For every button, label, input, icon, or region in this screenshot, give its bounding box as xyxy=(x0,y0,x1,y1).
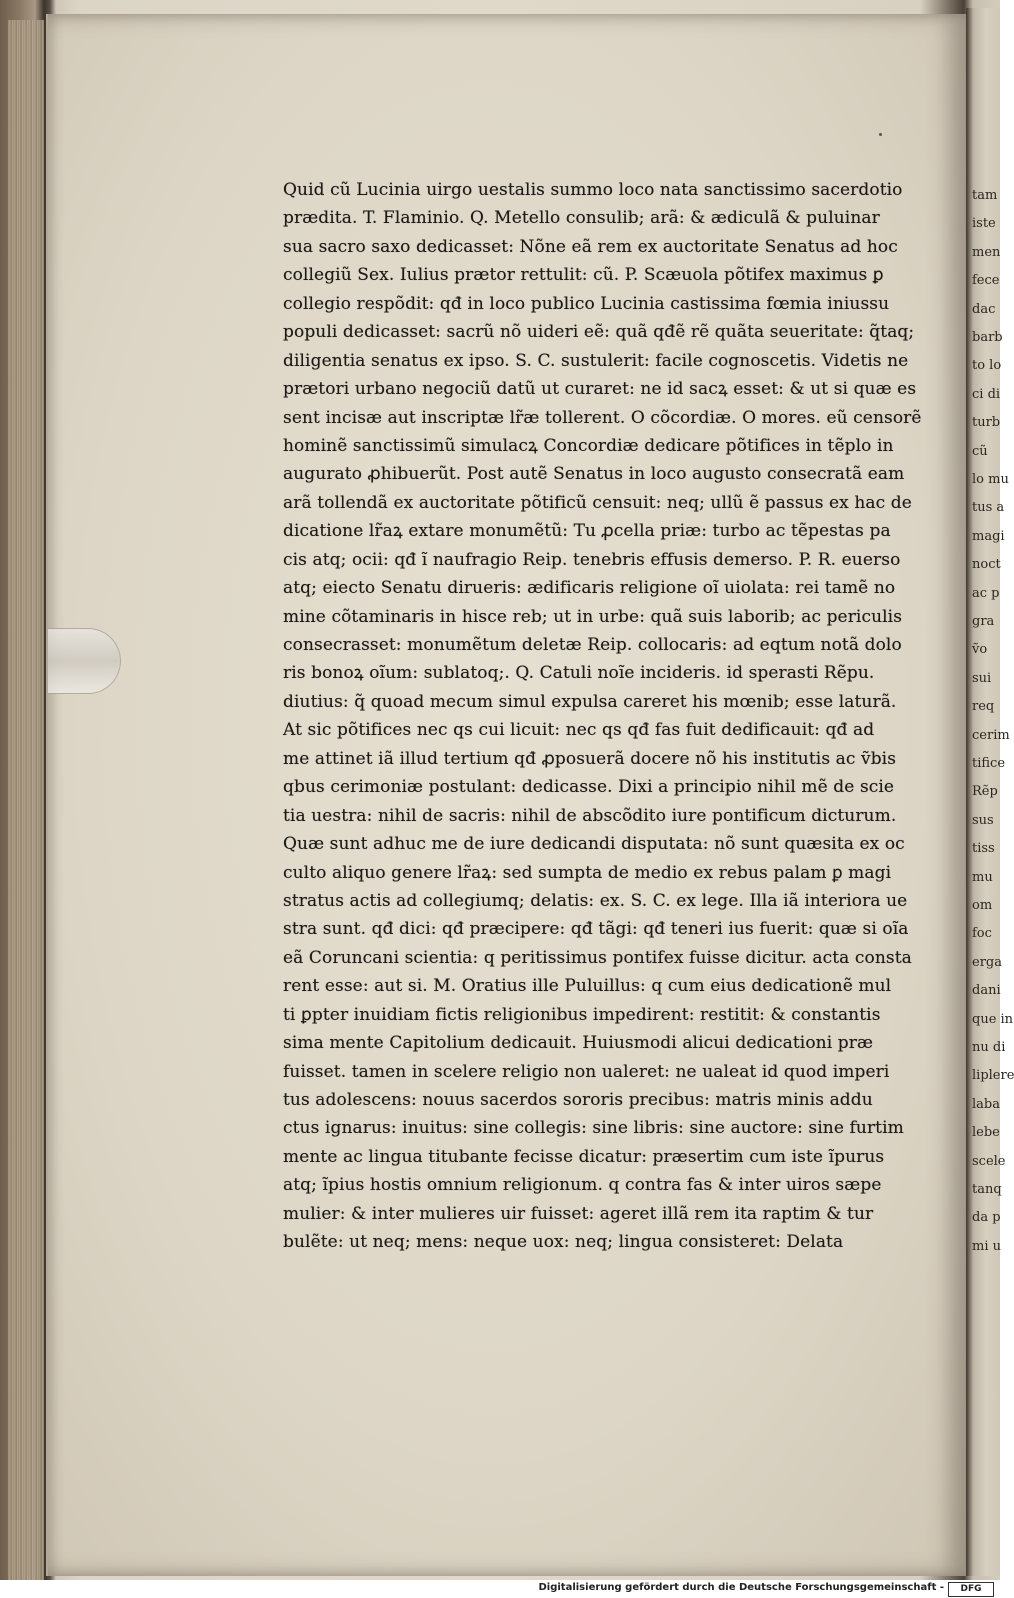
text-line: sima mente Capitolium dedicauit. Huiusmodi alicui dedicationi præ xyxy=(283,1033,874,1054)
text-line: tia uestra: nihil de sacris: nihil de abscõdito iure pontificum dicturum. xyxy=(283,805,897,826)
text-line: diutius: q̃ quoad mecum simul expulsa careret his mœnib; esse laturã. xyxy=(283,691,897,712)
facing-page-fragment: barb xyxy=(972,330,1003,345)
facing-page-fragment: to lo xyxy=(972,358,1002,374)
facing-page-fragment: tiss xyxy=(972,841,995,857)
text-line: mente ac lingua titubante fecisse dicatur: præsertim cum iste ĩpurus xyxy=(283,1146,885,1167)
text-line: Quæ sunt adhuc me de iure dedicandi disputata: nõ sunt quæsita ex oc xyxy=(283,834,905,855)
text-line: prædita. T. Flaminio. Q. Metello consulib; arã: & ædiculã & puluinar xyxy=(283,208,880,229)
text-line: ctus ignarus: inuitus: sine collegis: sine libris: sine auctore: sine furtim xyxy=(283,1118,904,1139)
facing-page-fragment: req xyxy=(972,699,995,715)
facing-page-fragment: cũ xyxy=(972,443,988,459)
facing-page-edge xyxy=(966,8,1014,1576)
text-line: collegiũ Sex. Iulius prætor rettulit: cũ. P. Scæuola põtifex maximus ꝑ xyxy=(283,265,884,286)
text-line: fuisset. tamen in scelere religio non ualeret: ne ualeat id quod imperi xyxy=(283,1061,890,1082)
facing-page-fragment: iste xyxy=(972,216,996,232)
text-line: populi dedicasset: sacrũ nõ uideri eẽ: quã qđẽ rẽ quãta seueritate: q̃taq; xyxy=(283,322,915,343)
text-line: mulier: & inter mulieres uir fuisset: ageret illã rem ita raptim & tur xyxy=(283,1203,874,1224)
facing-page-fragment: mu xyxy=(972,869,993,885)
facing-page-fragment: men xyxy=(972,244,1001,260)
text-line: stratus actis ad collegiumq; delatis: ex. S. C. ex lege. Illa iã interiora ue xyxy=(283,890,908,911)
text-line: consecrasset: monumẽtum deletæ Reip. collocaris: ad eqtum notã dolo xyxy=(283,635,902,655)
facing-page-fragment: sus xyxy=(972,812,994,828)
footer-bar xyxy=(0,1580,1000,1598)
text-line: sua sacro saxo dedicasset: Nõne eã rem ex auctoritate Senatus ad hoc xyxy=(283,236,898,257)
facing-page-fragment: tanq xyxy=(972,1182,1002,1197)
facing-page-fragment: dani xyxy=(972,983,1001,999)
text-line: At sic põtifices nec qs cui licuit: nec qs qđ fas fuit dedificauit: qđ ad xyxy=(283,720,875,741)
facing-page-fragment: turb xyxy=(972,415,1001,431)
facing-page-fragment: erga xyxy=(972,954,1002,970)
text-line: stra sunt. qđ dici: qđ præcipere: qđ tãgi: qđ teneri ius fuerit: quæ si oĩa xyxy=(283,919,909,940)
facing-page-fragment: ci di xyxy=(972,386,1001,402)
text-line: atq; eiecto Senatu dirueris: ædificaris religione oĩ uiolata: rei tamẽ no xyxy=(283,578,896,599)
text-line: prætori urbano negociũ datũ ut curaret: ne id sacꝝ esset: & ut si quæ es xyxy=(283,379,917,400)
text-line: rent esse: aut si. M. Oratius ille Puluillus: q cum eius dedicationẽ mul xyxy=(283,976,892,997)
text-line: tus adolescens: nouus sacerdos sororis precibus: matris minis addu xyxy=(283,1090,873,1110)
facing-page-fragment: que in xyxy=(972,1011,1014,1027)
text-line: mine cõtaminaris in hisce reb; ut in urbe: quã suis laborib; ac periculis xyxy=(283,606,903,627)
text-line: arã tollendã ex auctoritate põtificũ censuit: neq; ullũ ẽ passus ex hac de xyxy=(283,492,912,513)
text-line: qbus cerimoniæ postulant: dedicasse. Dixi a principio nihil mẽ de scie xyxy=(283,777,895,798)
text-line: cis atq; ocii: qđ ĩ naufragio Reip. tenebris effusis demerso. P. R. euerso xyxy=(283,549,901,570)
facing-page-fragment: mi u xyxy=(972,1238,1001,1254)
facing-page-fragment: lo mu xyxy=(972,472,1009,487)
text-line: dicatione lr̃aꝝ extare monumẽtũ: Tu ꝓcella priæ: turbo ac tẽpestas pa xyxy=(283,521,891,542)
text-line: diligentia senatus ex ipso. S. C. sustulerit: facile cognoscetis. Videtis ne xyxy=(283,350,909,371)
text-line: ti ꝑpter inuidiam fictis religionibus impedirent: restitit: & constantis xyxy=(283,1004,881,1025)
text-line: ris bonoꝝ oĩum: sublatoq;. Q. Catuli noĩe incideris. id sperasti Rẽpu. xyxy=(283,663,875,684)
facing-page-fragment: nu di xyxy=(972,1040,1006,1055)
dfg-logo: DFG xyxy=(948,1582,994,1597)
page-clip xyxy=(48,628,121,694)
facing-page-fragment: ac p xyxy=(972,585,1000,601)
facing-page-fragment: gra xyxy=(972,614,995,629)
facing-page-fragment: sui xyxy=(972,670,992,686)
text-block xyxy=(283,176,923,1257)
facing-page-fragment: dac xyxy=(972,301,996,317)
facing-page-fragment: laba xyxy=(972,1096,1000,1112)
text-line: eã Coruncani scientia: q peritissimus pontifex fuisse dicitur. acta consta xyxy=(283,947,912,968)
facing-page-fragment: scele xyxy=(972,1153,1006,1169)
footer-credit: Digitalisierung gefördert durch die Deutsche Forschungsgemeinschaft - xyxy=(538,1582,944,1593)
facing-page-fragment: tifice xyxy=(972,756,1006,771)
facing-page-fragment: da p xyxy=(972,1210,1001,1226)
facing-page-fragment: ṽo xyxy=(972,642,988,658)
facing-page-fragment: lebe xyxy=(972,1125,1000,1141)
text-line: bulẽte: ut neq; mens: neque uox: neq; lingua consisteret: Delata xyxy=(283,1232,844,1253)
text-line: augurato ꝓhibuerũt. Post autẽ Senatus in loco augusto consecratã eam xyxy=(283,464,905,485)
facing-page-fragment: noct xyxy=(972,557,1001,573)
text-line: collegio respõdit: qđ in loco publico Lucinia castissima fœmia iniussu xyxy=(283,293,890,314)
text-line: Quid cũ Lucinia uirgo uestalis summo loco nata sanctissimo sacerdotio xyxy=(283,180,903,200)
facing-page-fragment: liplere xyxy=(972,1068,1014,1084)
facing-page-fragment: magi xyxy=(972,528,1005,544)
facing-page-fragment: om xyxy=(972,898,993,913)
text-line: me attinet iã illud tertium qđ ꝓposuerã docere nõ his institutis ac ṽbis xyxy=(283,748,897,769)
text-line: sent incisæ aut inscriptæ lr̃æ tollerent. O cõcordiæ. O mores. eũ censorẽ xyxy=(283,407,922,428)
facing-page-fragment: tus a xyxy=(972,500,1005,516)
ink-dot xyxy=(879,133,882,136)
facing-page-fragment: fece xyxy=(972,273,1000,289)
text-line: atq; ĩpius hostis omnium religionum. q contra fas & inter uiros sæpe xyxy=(283,1175,882,1196)
facing-page-fragment: Rẽp xyxy=(972,784,998,800)
text-line: hominẽ sanctissimũ simulacꝝ Concordiæ dedicare põtifices in tẽplo in xyxy=(283,435,894,456)
text-line: culto aliquo genere lr̃aꝝ: sed sumpta de medio ex rebus palam ꝑ magi xyxy=(283,862,892,883)
book-fore-edge xyxy=(8,20,44,1580)
facing-page-fragment: tam xyxy=(972,188,998,203)
facing-page-fragment: cerim xyxy=(972,727,1010,743)
facing-page-fragment: foc xyxy=(972,926,992,942)
